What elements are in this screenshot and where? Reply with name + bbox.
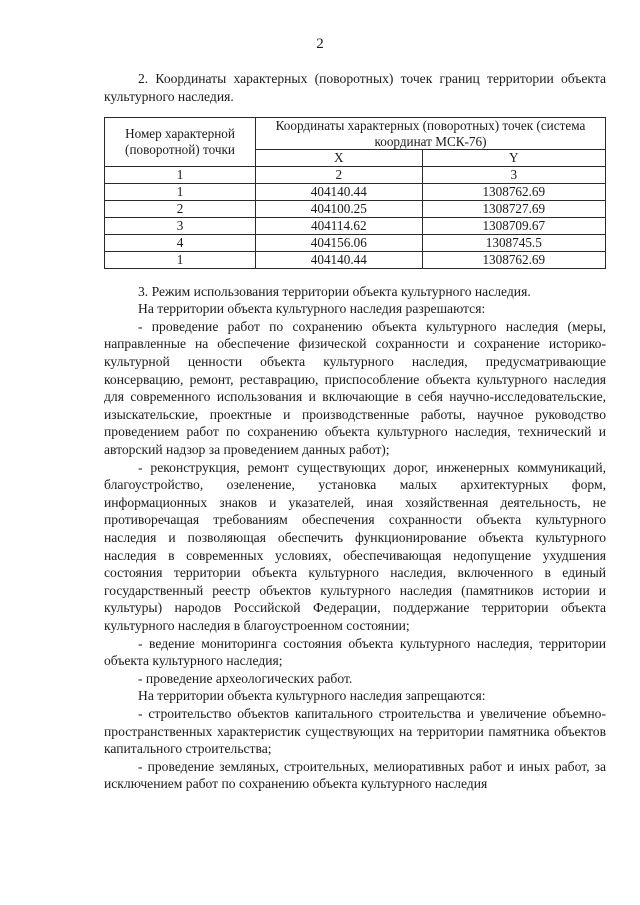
table-cell: 1308762.69 xyxy=(422,183,605,200)
table-row xyxy=(105,200,606,217)
table-cell: 404140.44 xyxy=(256,183,423,200)
table-row xyxy=(105,166,606,183)
page-number: 2 xyxy=(316,36,324,52)
prohibited-item: - строительство объектов капитального строительства и увеличение объемно-пространственных характеристик существующих на территории памятника объектов капитального строительства; xyxy=(104,705,606,757)
table-cell: 404140.44 xyxy=(256,251,423,268)
table-row xyxy=(105,217,606,234)
document-body xyxy=(104,70,606,793)
table-cell: 4 xyxy=(105,234,256,251)
table-cell: 3 xyxy=(105,217,256,234)
table-cell: 404156.06 xyxy=(256,234,423,251)
table-row xyxy=(105,251,606,268)
allowed-item: - реконструкция, ремонт существующих дорог, инженерных коммуникаций, благоустройство, озеленение, установка малых архитектурных форм, информационных знаков и указателей, иная хозяйственная деятельность, не противоречащая требованиям обеспечения сохранности объекта культурного наследия и позволяющая обеспечить функционирование объекта культурного наследия в современных условиях, обеспечивающая недопущение ухудшения состояния территории объекта культурного наследия, включенного в единый государственный реестр объектов культурного наследия (памятников истории и культуры) народов Российской Федерации, поддержание территории объекта культурного наследия в благоустроенном состоянии; xyxy=(104,459,606,633)
table-cell: 1 xyxy=(105,183,256,200)
prohibited-item: - проведение земляных, строительных, мелиоративных работ и иных работ, за исключением работ по сохранению объекта культурного наследия xyxy=(104,758,606,792)
table-cell: 2 xyxy=(256,166,423,183)
header-coordinates: Координаты характерных (поворотных) точек (система координат МСК-76) xyxy=(256,118,606,150)
header-x: X xyxy=(256,150,423,167)
header-point-number: Номер характерной (поворотной) точки xyxy=(105,118,256,167)
table-cell: 3 xyxy=(422,166,605,183)
allowed-item: - проведение работ по сохранению объекта культурного наследия (меры, направленные на обеспечение физической сохранности и сохранение историко-культурной ценности объекта культурного наследия, предусматривающие консервацию, ремонт, реставрацию, приспособление объекта культурного наследия для современного использования и включающие в себя научно-исследовательские, изыскательские, проектные и производственные работы, научное руководство проведением работ по сохранению объекта культурного наследия, технический и авторский надзор за проведением данных работ); xyxy=(104,318,606,458)
table-cell: 1308745.5 xyxy=(422,234,605,251)
coordinates-table xyxy=(104,117,606,269)
table-cell: 404114.62 xyxy=(256,217,423,234)
table-row xyxy=(105,183,606,200)
section-2-heading: 2. Координаты характерных (поворотных) точек границ территории объекта культурного наследия. xyxy=(104,71,606,104)
section-3-heading: 3. Режим использования территории объекта культурного наследия. xyxy=(138,283,531,299)
table-row xyxy=(105,234,606,251)
table-cell: 1 xyxy=(105,166,256,183)
allowed-intro: На территории объекта культурного наследия разрешаются: xyxy=(138,301,486,317)
header-y: Y xyxy=(422,150,605,167)
table-cell: 1308709.67 xyxy=(422,217,605,234)
table-cell: 1308727.69 xyxy=(422,200,605,217)
allowed-item: - ведение мониторинга состояния объекта культурного наследия, территории объекта культурного наследия; xyxy=(104,635,606,669)
table-cell: 1 xyxy=(105,251,256,268)
table-cell: 2 xyxy=(105,200,256,217)
allowed-item: - проведение археологических работ. xyxy=(138,670,353,686)
table-cell: 1308762.69 xyxy=(422,251,605,268)
prohibited-intro: На территории объекта культурного наследия запрещаются: xyxy=(138,688,486,704)
table-header-row xyxy=(105,118,606,150)
table-cell: 404100.25 xyxy=(256,200,423,217)
